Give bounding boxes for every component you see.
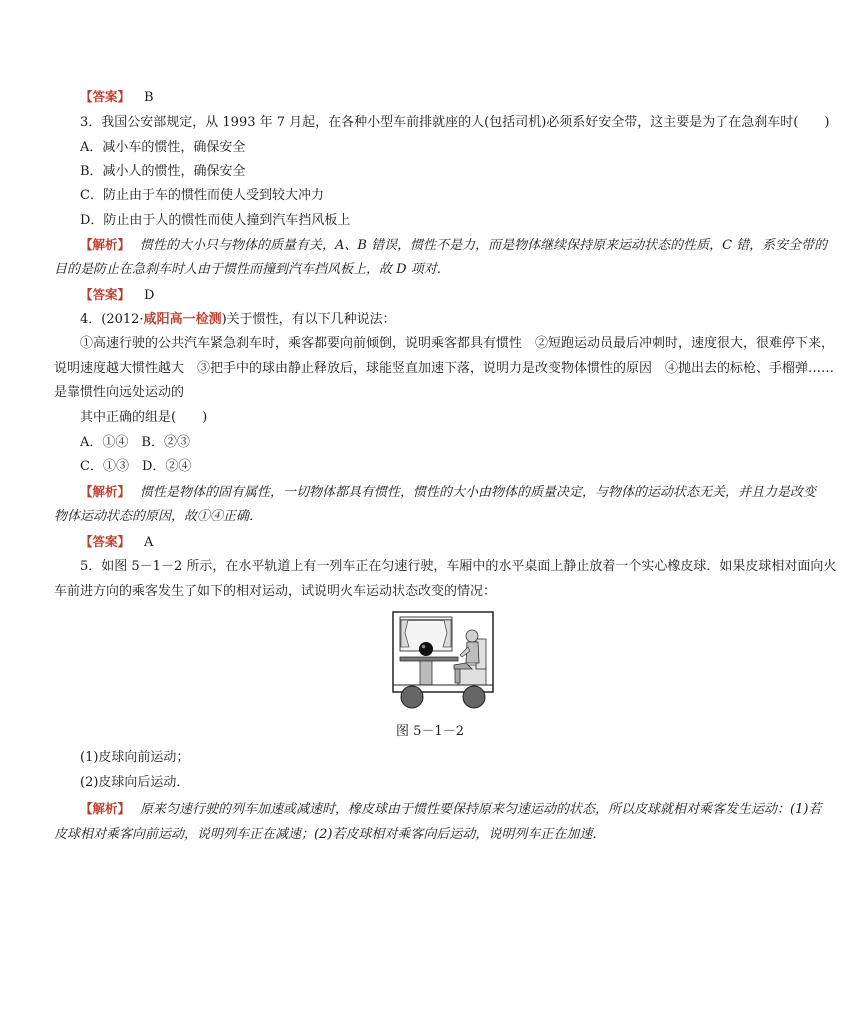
q5-stem-line-2: 车前进方向的乘客发生了如下的相对运动，试说明火车运动状态改变的情况： — [54, 584, 497, 599]
q4-statement-line-3: 是靠惯性向远处运动的 — [54, 385, 185, 400]
q5-stem-line-1: 5．如图 5－1－2 所示，在水平轨道上有一列车正在匀速行驶，车厢中的水平桌面上静止放着一个实心橡皮球．如果皮球相对面向火 — [80, 559, 837, 574]
q2-answer-line — [80, 89, 840, 106]
solution-text: 惯性是物体的固有属性，一切物体都具有惯性，惯性的大小由物体的质量决定，与物体的运动状态无关，并且力是改变 — [140, 485, 817, 500]
q5-subquestion-1: (1)皮球向前运动； — [80, 750, 190, 765]
q5-subquestion-2: (2)皮球向后运动． — [80, 775, 190, 790]
solution-text: 原来匀速行驶的列车加速或减速时，橡皮球由于惯性要保持原来匀速运动的状态，所以皮球就相对乘客发生运动：(1)若 — [140, 802, 822, 817]
q4-options-row-1: A．①④ B．②③ — [80, 435, 190, 450]
q4-options-row-2: C．①③ D．②④ — [80, 459, 192, 474]
q3-option-c: C．防止由于车的惯性而使人受到较大冲力 — [80, 188, 324, 203]
figure-caption: 图 5－1－2 — [396, 724, 464, 739]
q4-answer-line — [80, 534, 840, 551]
q4-source: 咸阳高一检测 — [143, 312, 222, 327]
q3-option-d: D．防止由于人的惯性而使人撞到汽车挡风板上 — [80, 213, 351, 228]
answer-tag: 【答案】 — [80, 534, 131, 549]
answer-tag: 【答案】 — [80, 287, 131, 302]
q3-option-a: A．减小车的惯性，确保安全 — [80, 140, 246, 155]
solution-tag: 【解析】 — [80, 237, 131, 252]
q4-stem — [80, 312, 840, 328]
answer-tag: 【答案】 — [80, 89, 131, 104]
q3-option-b: B．减小人的惯性，确保安全 — [80, 164, 246, 179]
q4-stem-suffix: )关于惯性，有以下几种说法： — [221, 312, 396, 327]
answer-value: A — [144, 535, 154, 550]
q4-question: 其中正确的组是( ) — [80, 410, 208, 425]
q3-stem: 3．我国公安部规定，从 1993 年 7 月起，在各种小型车前排就座的人(包括司机)必须系好安全带，这主要是为了在急刹车时( ) — [80, 115, 830, 130]
q4-statement-line-2: 说明速度越大惯性越大 ③把手中的球由静止释放后，球能竖直加速下落，说明力是改变物体惯性的原因 ④抛出去的标枪、手榴弹…… — [54, 361, 835, 376]
solution-text: 惯性的大小只与物体的质量有关，A、B 错误，惯性不是力，而是物体继续保持原来运动状态的性质，C 错，系安全带的 — [140, 238, 828, 253]
solution-tag: 【解析】 — [80, 801, 131, 816]
q4-statement-line-1: ①高速行驶的公共汽车紧急刹车时，乘客都要向前倾倒，说明乘客都具有惯性 ②短跑运动员最后冲刺时，速度很大，很难停下来， — [80, 336, 835, 351]
q4-solution-line-2: 物体运动状态的原因，故①④正确． — [54, 509, 263, 524]
q3-answer-line — [80, 287, 840, 304]
q4-solution-line-1 — [80, 484, 840, 501]
answer-value: B — [144, 90, 154, 105]
q3-solution-line-1 — [80, 237, 840, 254]
solution-tag: 【解析】 — [80, 484, 131, 499]
answer-value: D — [144, 288, 155, 303]
q3-solution-line-2: 目的是防止在急刹车时人由于惯性而撞到汽车挡风板上，故 D 项对． — [54, 262, 450, 277]
q4-stem-prefix: 4．(2012· — [80, 312, 144, 327]
q5-solution-line-1 — [80, 801, 840, 818]
train-car-figure — [392, 611, 494, 709]
q5-solution-line-2: 皮球相对乘客向前运动，说明列车正在减速；(2)若皮球相对乘客向后运动，说明列车正在加速． — [54, 827, 606, 842]
